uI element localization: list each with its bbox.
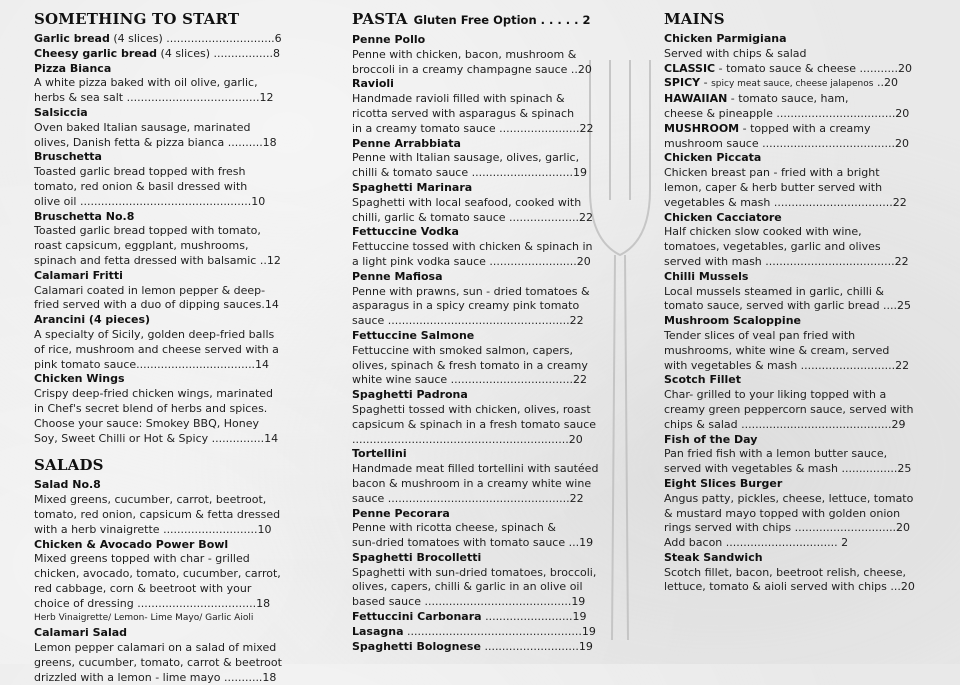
item-text: with a herb vinaigrette ...........................10: [34, 522, 272, 536]
menu-item-line: [34, 298, 292, 313]
menu-item-name: [34, 313, 292, 328]
menu-item-line: [664, 566, 922, 581]
item-name-text: Pizza Bianca: [34, 61, 112, 75]
item-text: Spaghetti tossed with chicken, olives, roast: [352, 402, 591, 416]
item-text: tomato, red onion, capsicum & fetta dressed: [34, 507, 281, 521]
menu-item-line: [664, 47, 922, 62]
item-text: Penne with Italian sausage, olives, garlic,: [352, 151, 580, 165]
item-text: ...........................19: [480, 639, 593, 653]
menu-item-name: [664, 211, 922, 226]
item-text: A white pizza baked with oil olive, garlic,: [34, 76, 258, 90]
menu-item-line: [34, 493, 292, 508]
menu-item-line: [34, 32, 292, 47]
item-name-text: Garlic bread: [34, 32, 110, 45]
item-name-text: Spaghetti Brocolletti: [352, 550, 482, 564]
menu-item-line: [34, 136, 292, 151]
menu-item-line: [664, 166, 922, 181]
menu-item-line: [664, 492, 922, 507]
item-text: mushroom sauce ......................................20: [664, 136, 909, 150]
menu-item-line: [352, 403, 604, 418]
item-name-text: Scotch Fillet: [664, 373, 741, 387]
section-heading-text: PASTA: [352, 10, 408, 28]
item-name-text: Chicken Cacciatore: [664, 210, 782, 224]
menu-item-line: [34, 641, 292, 656]
item-text: rings served with chips .............................20: [664, 521, 911, 535]
item-text: Penne with prawns, sun - dried tomatoes &: [352, 284, 590, 298]
item-text: Chicken breast pan - fried with a bright: [664, 166, 880, 180]
item-text: Fettuccine with smoked salmon, capers,: [352, 343, 573, 357]
item-text: Toasted garlic bread topped with fresh: [34, 165, 246, 179]
menu-item-name: [34, 372, 292, 387]
item-text: lemon, caper & herb butter served with: [664, 180, 883, 194]
item-text: - topped with a creamy: [739, 121, 871, 135]
menu-item-line: [34, 432, 292, 447]
menu-item-name: [664, 314, 922, 329]
menu-item-line: [664, 359, 922, 374]
menu-item-line: [34, 358, 292, 373]
menu-item-line: [664, 580, 922, 595]
menu-item-line: [664, 225, 922, 240]
menu-item-line: [34, 402, 292, 417]
menu-item-name: [352, 507, 604, 522]
menu-item-line: [664, 285, 922, 300]
menu-item-line: [664, 521, 922, 536]
column-pasta: [352, 10, 604, 654]
item-name-text: CLASSIC: [664, 61, 716, 75]
menu-item-name: [34, 538, 292, 553]
menu-item-line: [664, 62, 922, 77]
menu-item-name: [352, 447, 604, 462]
item-text: white wine sauce ...................................22: [352, 373, 588, 387]
item-text: ..20: [873, 76, 898, 90]
item-text: herbs & sea salt ......................................12: [34, 91, 274, 105]
menu-item-line: [352, 151, 604, 166]
menu-item-name: [34, 210, 292, 225]
menu-item-line: [664, 181, 922, 196]
item-name-text: SPICY: [664, 76, 701, 90]
gluten-free-note: Gluten Free Option . . . . . 2: [413, 13, 591, 27]
menu-item-name: [352, 388, 604, 403]
item-text: chilli & tomato sauce .............................19: [352, 166, 588, 180]
menu-item-line: [34, 552, 292, 567]
item-text: Pan fried fish with a lemon butter sauce,: [664, 447, 888, 461]
item-name-text: Tortellini: [352, 447, 407, 461]
menu-item-line: [352, 536, 604, 551]
menu-item-line: [34, 284, 292, 299]
section-heading-salads: [34, 456, 292, 474]
menu-item-line: [34, 387, 292, 402]
menu-item-line: [352, 299, 604, 314]
item-name-text: Chicken Parmigiana: [664, 32, 787, 45]
menu-item-line: [664, 107, 922, 122]
item-text: Angus patty, pickles, cheese, lettuce, tomato: [664, 491, 914, 505]
menu-item-line: [34, 523, 292, 538]
item-text: sun-dried tomatoes with tomato sauce ...19: [352, 536, 594, 550]
menu-item-name: [34, 478, 292, 493]
item-name-text: Salad No.8: [34, 478, 101, 492]
menu-item-line: [664, 507, 922, 522]
item-text: sauce ....................................................22: [352, 491, 584, 505]
item-text: Half chicken slow cooked with wine,: [664, 225, 862, 239]
menu-item-name: [352, 225, 604, 240]
item-text: chicken, avocado, tomato, cucumber, carrot,: [34, 567, 281, 581]
menu-item-name: [34, 269, 292, 284]
item-text: cheese & pineapple ..................................20: [664, 106, 910, 120]
item-text: (4 slices) ...............................6: [109, 32, 282, 45]
menu-item-line: [664, 240, 922, 255]
section-heading-pasta: [352, 10, 604, 29]
item-text: asparagus in a spicy creamy pink tomato: [352, 299, 580, 313]
item-text: in Chef's secret blend of herbs and spices.: [34, 401, 268, 415]
menu-item-line: [34, 254, 292, 269]
item-text: chilli, garlic & tomato sauce ....................22: [352, 210, 593, 224]
item-name-text: Salsiccia: [34, 105, 88, 119]
item-text: olives, capers, chilli & garlic in an olive oil: [352, 580, 583, 594]
item-text: a light pink vodka sauce .........................20: [352, 254, 591, 268]
item-name-text: Bruschetta: [34, 150, 102, 164]
item-text: (4 slices) .................8: [157, 46, 280, 60]
item-text: based sauce ..........................................19: [352, 595, 586, 609]
item-text: ..................................................19: [403, 624, 596, 638]
menu-item-name: [664, 151, 922, 166]
item-text: pink tomato sauce..................................14: [34, 357, 270, 371]
menu-item-name: [352, 551, 604, 566]
item-text: tomatoes, vegetables, garlic and olives: [664, 240, 881, 254]
menu-item-line: [352, 314, 604, 329]
menu-item-line: [352, 344, 604, 359]
item-text: lettuce, tomato & aioli served with chips ...20: [664, 580, 915, 594]
item-text: Soy, Sweet Chilli or Hot & Spicy ...............14: [34, 431, 279, 445]
item-text: chips & salad ...........................................29: [664, 417, 906, 431]
menu-item-line: [352, 48, 604, 63]
item-name-text: Fettuccine Salmone: [352, 328, 475, 342]
item-text: red cabbage, corn & beetroot with your: [34, 581, 252, 595]
item-text: - tomato sauce & cheese ...........20: [715, 61, 912, 75]
menu-item-line: [352, 625, 604, 640]
menu-item-name: [352, 181, 604, 196]
menu-item-line: [34, 165, 292, 180]
item-name-text: Mushroom Scaloppine: [664, 314, 801, 328]
menu-item-name: [664, 270, 922, 285]
item-name-text: Spaghetti Padrona: [352, 388, 468, 402]
item-name-text: Spaghetti Marinara: [352, 180, 473, 194]
item-text: Spaghetti with sun-dried tomatoes, broccoli,: [352, 565, 597, 579]
item-name-text: Penne Arrabbiata: [352, 136, 461, 150]
menu-item-name: [664, 32, 922, 47]
menu-item-line: [664, 536, 922, 551]
section-heading-text: SALADS: [34, 456, 104, 475]
menu-item-line: [664, 447, 922, 462]
menu-item-line: [352, 255, 604, 270]
menu-item-line: [34, 343, 292, 358]
menu-item-line: [664, 329, 922, 344]
menu-item-line: [352, 285, 604, 300]
menu-item-line: [34, 91, 292, 106]
menu-item-name: [664, 551, 922, 566]
item-name-text: Calamari Fritti: [34, 268, 123, 282]
column-mains: [664, 10, 922, 595]
menu-item-line: [34, 224, 292, 239]
menu-item-line: [34, 121, 292, 136]
menu-item-line: [664, 403, 922, 418]
item-text: Add bacon ................................ 2: [664, 536, 849, 550]
menu-item-line: [664, 255, 922, 270]
item-name-text: Spaghetti Bolognese: [352, 639, 481, 653]
menu-item-line: [352, 566, 604, 581]
item-text: Lemon pepper calamari on a salad of mixed: [34, 641, 277, 655]
item-name-text: Chilli Mussels: [664, 269, 749, 283]
menu-item-line: [352, 433, 604, 448]
menu-item-name: [352, 33, 604, 48]
menu-item-line: [352, 462, 604, 477]
item-text: of rice, mushroom and cheese served with a: [34, 342, 279, 356]
menu-item-line: [34, 180, 292, 195]
item-text: drizzled with a lemon - lime mayo ...........18: [34, 670, 277, 684]
menu-item-line: [34, 671, 292, 685]
item-name-text: Chicken Piccata: [664, 151, 762, 165]
item-text: sauce ....................................................22: [352, 314, 584, 328]
item-text: tomato sauce, served with garlic bread ....25: [664, 299, 912, 313]
menu-item-line: [34, 656, 292, 671]
item-text: Choose your sauce: Smokey BBQ, Honey: [34, 416, 259, 430]
item-text: Penne with ricotta cheese, spinach &: [352, 521, 556, 535]
item-text: .........................19: [481, 610, 587, 624]
menu-item-line: [34, 47, 292, 62]
menu-item-line: [352, 359, 604, 374]
menu-item-line: [352, 240, 604, 255]
item-name-text: Penne Pollo: [352, 33, 426, 46]
menu-item-line: [34, 76, 292, 91]
spacer: [34, 446, 292, 456]
item-name-text: Ravioli: [352, 77, 394, 91]
item-text: vegetables & mash ..................................22: [664, 195, 907, 209]
item-text: spicy meat sauce, cheese jalapenos: [711, 79, 874, 90]
item-text: ricotta served with asparagus & spinach: [352, 106, 575, 120]
menu-item-line: [34, 611, 292, 626]
item-name-text: Fettuccini Carbonara: [352, 610, 482, 624]
item-name-text: MUSHROOM: [664, 121, 740, 135]
item-text: Scotch fillet, bacon, beetroot relish, cheese,: [664, 565, 906, 579]
menu-item-line: [352, 107, 604, 122]
menu-item-line: [664, 196, 922, 211]
item-text: served with vegetables & mash ................25: [664, 462, 912, 476]
item-text: - tomato sauce, ham,: [727, 92, 849, 106]
item-name-text: Penne Pecorara: [352, 506, 450, 520]
item-text: ..............................................................20: [352, 432, 583, 446]
item-text: tomato, red onion & basil dressed with: [34, 179, 248, 193]
menu-item-name: [352, 137, 604, 152]
item-text: Oven baked Italian sausage, marinated: [34, 120, 251, 134]
item-name-text: Cheesy garlic bread: [34, 46, 158, 60]
menu-item-name: [34, 150, 292, 165]
item-text: Calamari coated in lemon pepper & deep-: [34, 283, 266, 297]
menu-item-line: [352, 521, 604, 536]
menu-item-line: [34, 239, 292, 254]
item-text: Herb Vinaigrette/ Lemon- Lime Mayo/ Garlic Aioli: [34, 613, 254, 624]
item-text: Char- grilled to your liking topped with a: [664, 388, 887, 402]
item-text: olive oil .................................................10: [34, 194, 266, 208]
menu-item-line: [664, 344, 922, 359]
item-name-text: Penne Mafiosa: [352, 269, 443, 283]
menu-item-line: [664, 76, 922, 92]
menu-item-line: [352, 595, 604, 610]
menu-item-line: [34, 417, 292, 432]
item-name-text: Chicken Wings: [34, 372, 125, 386]
item-text: Handmade ravioli filled with spinach &: [352, 92, 565, 106]
item-text: in a creamy tomato sauce .......................22: [352, 121, 594, 135]
item-name-text: Fettuccine Vodka: [352, 225, 459, 239]
menu-item-name: [664, 373, 922, 388]
menu-item-line: [352, 492, 604, 507]
menu-item-line: [664, 92, 922, 107]
item-text: roast capsicum, eggplant, mushrooms,: [34, 239, 249, 253]
item-text: Crispy deep-fried chicken wings, marinated: [34, 387, 274, 401]
item-text: broccoli in a creamy champagne sauce ..20: [352, 62, 592, 76]
item-text: olives, Danish fetta & pizza bianca ..........18: [34, 135, 277, 149]
item-text: choice of dressing ..................................18: [34, 596, 271, 610]
menu-item-line: [664, 388, 922, 403]
item-name-text: HAWAIIAN: [664, 92, 728, 106]
menu-item-line: [34, 567, 292, 582]
item-name-text: Lasagna: [352, 624, 404, 638]
menu-item-line: [664, 462, 922, 477]
item-text: mushrooms, white wine & cream, served: [664, 343, 890, 357]
menu-item-line: [34, 508, 292, 523]
menu-item-name: [352, 329, 604, 344]
menu-item-line: [352, 166, 604, 181]
item-text: fried served with a duo of dipping sauces.14: [34, 298, 279, 312]
menu-item-line: [352, 122, 604, 137]
item-text: Tender slices of veal pan fried with: [664, 328, 856, 342]
menu-item-line: [352, 477, 604, 492]
menu-item-line: [34, 582, 292, 597]
item-name-text: Chicken & Avocado Power Bowl: [34, 537, 229, 551]
menu-item-line: [352, 640, 604, 655]
item-text: spinach and fetta dressed with balsamic ..12: [34, 253, 281, 267]
item-text: bacon & mushroom in a creamy white wine: [352, 476, 592, 490]
column-starters-salads: [34, 10, 292, 685]
menu-item-line: [352, 373, 604, 388]
menu-item-line: [352, 418, 604, 433]
menu-item-line: [352, 610, 604, 625]
section-heading-text: SOMETHING TO START: [34, 10, 240, 28]
section-heading-text: MAINS: [664, 10, 725, 28]
item-text: Spaghetti with local seafood, cooked with: [352, 195, 582, 209]
item-name-text: Arancini (4 pieces): [34, 313, 151, 327]
item-text: Fettuccine tossed with chicken & spinach in: [352, 240, 593, 254]
item-text: olives, spinach & fresh tomato in a creamy: [352, 358, 588, 372]
item-text: -: [700, 76, 712, 90]
menu-item-name: [664, 477, 922, 492]
item-name-text: Calamari Salad: [34, 626, 128, 640]
section-heading-mains: [664, 10, 922, 28]
menu-item-line: [352, 92, 604, 107]
item-text: creamy green peppercorn sauce, served with: [664, 402, 914, 416]
item-text: Mixed greens, cucumber, carrot, beetroot,: [34, 493, 267, 507]
item-text: Handmade meat filled tortellini with sautéed: [352, 462, 599, 476]
item-name-text: Eight Slices Burger: [664, 476, 783, 490]
menu-item-line: [34, 597, 292, 612]
menu-item-line: [34, 328, 292, 343]
item-name-text: Steak Sandwich: [664, 550, 763, 564]
item-text: capsicum & spinach in a fresh tomato sauce: [352, 417, 597, 431]
item-text: served with mash .....................................22: [664, 254, 909, 268]
item-text: Served with chips & salad: [664, 46, 807, 60]
menu-item-line: [34, 195, 292, 210]
menu-item-name: [34, 106, 292, 121]
menu-item-line: [352, 63, 604, 78]
item-name-text: Fish of the Day: [664, 432, 758, 446]
menu-item-line: [352, 211, 604, 226]
menu-item-line: [664, 137, 922, 152]
menu-item-name: [352, 270, 604, 285]
section-heading-something-to-start: [34, 10, 292, 28]
menu-item-line: [664, 418, 922, 433]
menu-item-line: [352, 196, 604, 211]
menu-item-name: [664, 433, 922, 448]
menu-item-line: [352, 580, 604, 595]
item-text: Toasted garlic bread topped with tomato,: [34, 224, 261, 238]
menu-item-line: [664, 122, 922, 137]
item-name-text: Bruschetta No.8: [34, 209, 135, 223]
item-text: with vegetables & mash ...........................22: [664, 358, 910, 372]
item-text: Mixed greens topped with char - grilled: [34, 552, 250, 566]
item-text: greens, cucumber, tomato, carrot & beetroot: [34, 655, 282, 669]
menu-item-name: [352, 77, 604, 92]
item-text: Penne with chicken, bacon, mushroom &: [352, 47, 577, 61]
menu-item-line: [664, 299, 922, 314]
menu-item-name: [34, 62, 292, 77]
item-text: Local mussels steamed in garlic, chilli &: [664, 284, 884, 298]
item-text: A specialty of Sicily, golden deep-fried balls: [34, 327, 275, 341]
menu-item-name: [34, 626, 292, 641]
item-text: & mustard mayo topped with golden onion: [664, 506, 901, 520]
